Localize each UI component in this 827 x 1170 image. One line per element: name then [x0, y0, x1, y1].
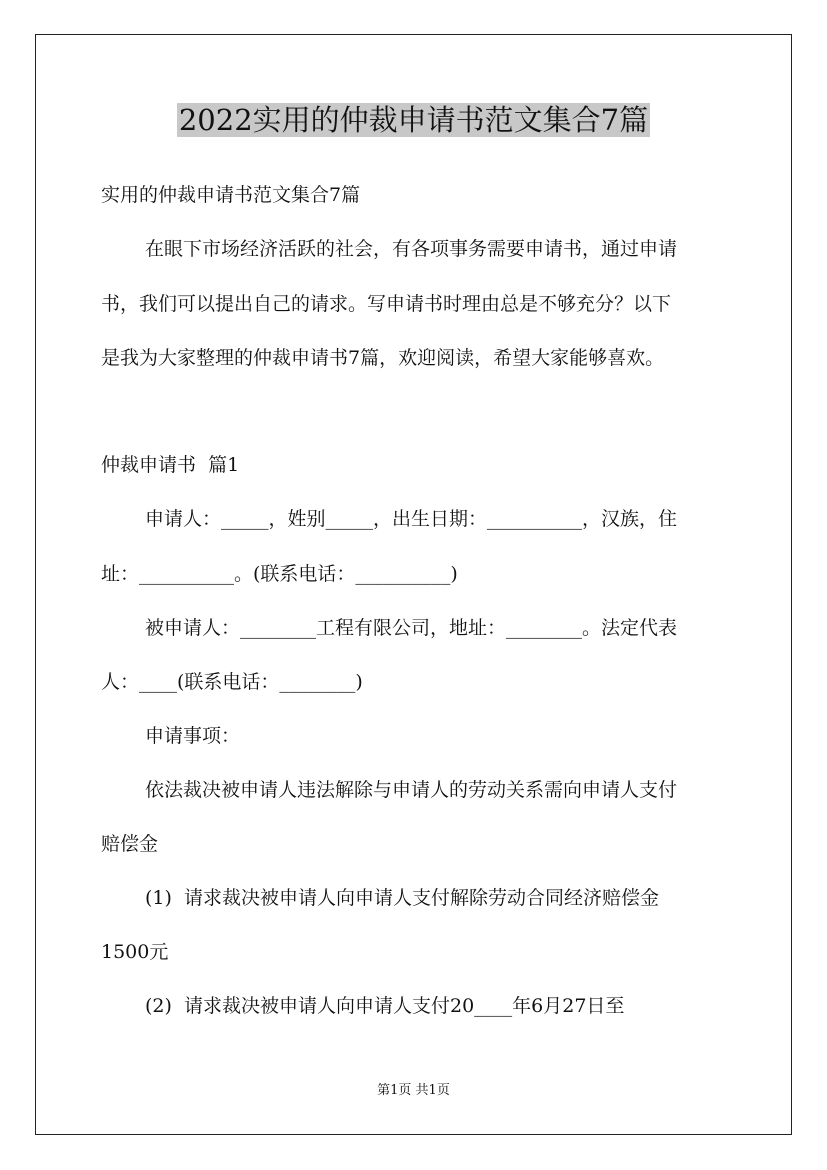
items-intro-line-2: 赔偿金 — [101, 833, 159, 855]
document-title: 2022实用的仲裁申请书范文集合7篇 — [178, 103, 649, 137]
intro-line-3: 是我为大家整理的仲裁申请书7篇，欢迎阅读，希望大家能够喜欢。 — [101, 347, 665, 369]
section-heading: 仲裁申请书 篇1 — [101, 454, 240, 476]
respondent-line-2: 人：____(联系电话：________) — [101, 671, 363, 693]
intro-line-1: 在眼下市场经济活跃的社会，有各项事务需要申请书，通过申请 — [145, 238, 678, 260]
items-heading: 申请事项： — [145, 725, 241, 747]
page-number-footer: 第1页 共1页 — [377, 1083, 450, 1098]
item-2-line-1: (2) 请求裁决被申请人向申请人支付20____年6月27日至 — [145, 995, 625, 1017]
applicant-line-2: 址：__________。(联系电话：__________) — [101, 563, 458, 585]
item-1-line-2: 1500元 — [101, 941, 169, 963]
item-1-line-1: (1) 请求裁决被申请人向申请人支付解除劳动合同经济赔偿金 — [145, 887, 659, 909]
document-subtitle: 实用的仲裁申请书范文集合7篇 — [101, 184, 361, 206]
respondent-line-1: 被申请人：________工程有限公司，地址：________。法定代表 — [145, 617, 678, 639]
intro-line-2: 书，我们可以提出自己的请求。写申请书时理由总是不够充分？以下 — [101, 293, 672, 315]
items-intro-line-1: 依法裁决被申请人违法解除与申请人的劳动关系需向申请人支付 — [145, 779, 678, 801]
applicant-line-1: 申请人：_____，姓别_____，出生日期：__________，汉族，住 — [145, 508, 678, 530]
